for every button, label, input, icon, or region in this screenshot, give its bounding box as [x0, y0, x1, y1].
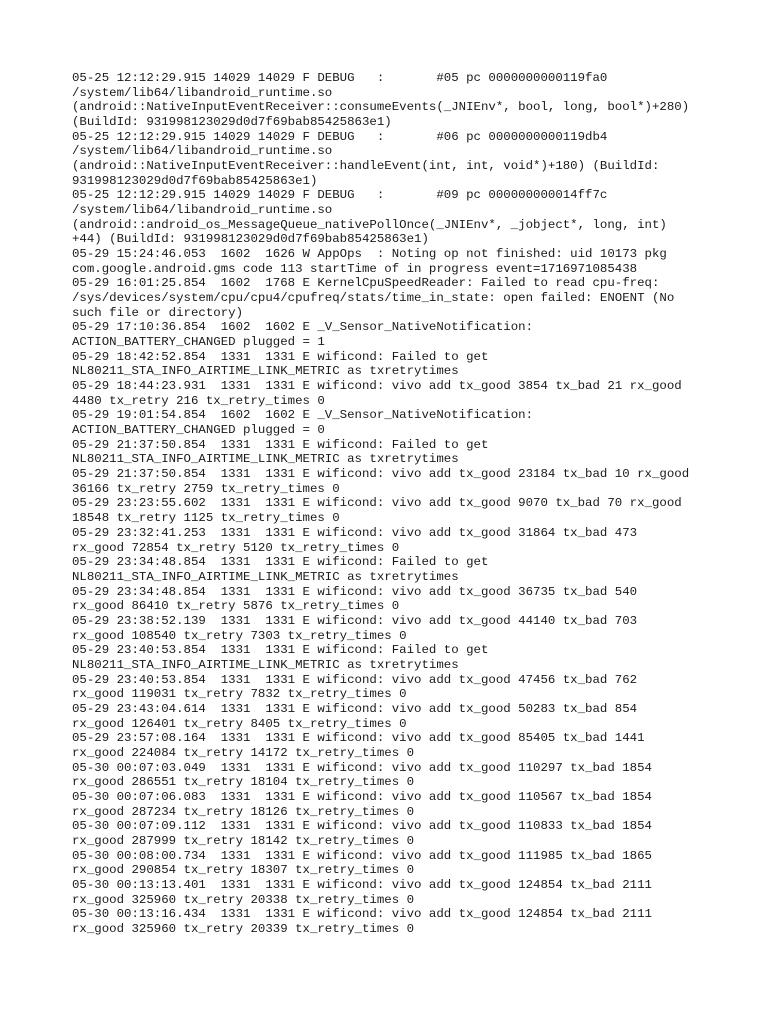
log-line: rx_good 325960 tx_retry 20339 tx_retry_times 0 [72, 921, 415, 936]
log-line: com.google.android.gms code 113 startTime of in progress event=1716971085438 [72, 261, 638, 276]
log-line: 05-29 23:40:53.854 1331 1331 E wificond: Failed to get [72, 643, 489, 658]
log-line: 05-29 18:44:23.931 1331 1331 E wificond: vivo add tx_good 3854 tx_bad 21 rx_good [72, 379, 682, 394]
log-line: 05-30 00:07:06.083 1331 1331 E wificond: vivo add tx_good 110567 tx_bad 1854 [72, 789, 652, 804]
log-line: NL80211_STA_INFO_AIRTIME_LINK_METRIC as txretrytimes [72, 569, 459, 584]
log-line: rx_good 119031 tx_retry 7832 tx_retry_times 0 [72, 687, 407, 702]
log-line: rx_good 86410 tx_retry 5876 tx_retry_times 0 [72, 599, 400, 614]
log-line: 05-29 21:37:50.854 1331 1331 E wificond: Failed to get [72, 437, 489, 452]
log-line: 05-30 00:13:13.401 1331 1331 E wificond: vivo add tx_good 124854 tx_bad 2111 [72, 877, 652, 892]
log-line: ACTION_BATTERY_CHANGED plugged = 0 [72, 423, 325, 438]
log-line: 05-29 23:34:48.854 1331 1331 E wificond: Failed to get [72, 555, 489, 570]
log-line: rx_good 290854 tx_retry 18307 tx_retry_times 0 [72, 863, 415, 878]
log-line: rx_good 72854 tx_retry 5120 tx_retry_times 0 [72, 540, 400, 555]
log-line: 05-29 19:01:54.854 1602 1602 E _V_Sensor_NativeNotification: [72, 408, 534, 423]
log-line: 05-29 23:57:08.164 1331 1331 E wificond: vivo add tx_good 85405 tx_bad 1441 [72, 731, 645, 746]
log-line: 18548 tx_retry 1125 tx_retry_times 0 [72, 511, 340, 526]
log-line: /system/lib64/libandroid_runtime.so [72, 203, 333, 218]
log-line: NL80211_STA_INFO_AIRTIME_LINK_METRIC as txretrytimes [72, 657, 459, 672]
log-line: 05-30 00:07:03.049 1331 1331 E wificond: vivo add tx_good 110297 tx_bad 1854 [72, 760, 652, 775]
log-line: /system/lib64/libandroid_runtime.so [72, 144, 333, 159]
log-line: rx_good 287234 tx_retry 18126 tx_retry_times 0 [72, 804, 415, 819]
log-line: rx_good 325960 tx_retry 20338 tx_retry_times 0 [72, 892, 415, 907]
log-line: 05-30 00:07:09.112 1331 1331 E wificond: vivo add tx_good 110833 tx_bad 1854 [72, 819, 652, 834]
log-line: (BuildId: 931998123029d0d7f69bab85425863e1) [72, 115, 392, 130]
log-line: (android::NativeInputEventReceiver::handleEvent(int, int, void*)+180) (BuildId: [72, 159, 660, 174]
log-line: 05-29 23:43:04.614 1331 1331 E wificond: vivo add tx_good 50283 tx_bad 854 [72, 701, 638, 716]
log-line: 05-29 23:38:52.139 1331 1331 E wificond: vivo add tx_good 44140 tx_bad 703 [72, 613, 638, 628]
log-line: 05-29 18:42:52.854 1331 1331 E wificond: Failed to get [72, 349, 489, 364]
log-line: NL80211_STA_INFO_AIRTIME_LINK_METRIC as txretrytimes [72, 364, 459, 379]
log-line: 05-29 16:01:25.854 1602 1768 E KernelCpuSpeedReader: Failed to read cpu-freq: [72, 276, 660, 291]
log-document [72, 71, 712, 937]
log-line: 05-25 12:12:29.915 14029 14029 F DEBUG : #09 pc 000000000014ff7c [72, 188, 608, 203]
log-line: NL80211_STA_INFO_AIRTIME_LINK_METRIC as txretrytimes [72, 452, 459, 467]
log-line: (android::android_os_MessageQueue_nativePollOnce(_JNIEnv*, _jobject*, long, int) [72, 217, 667, 232]
log-line: 05-25 12:12:29.915 14029 14029 F DEBUG : #06 pc 0000000000119db4 [72, 129, 608, 144]
log-line: 05-25 12:12:29.915 14029 14029 F DEBUG : #05 pc 0000000000119fa0 [72, 71, 608, 85]
log-line: rx_good 224084 tx_retry 14172 tx_retry_times 0 [72, 745, 415, 760]
log-line: 05-29 23:34:48.854 1331 1331 E wificond: vivo add tx_good 36735 tx_bad 540 [72, 584, 638, 599]
log-line: 05-29 17:10:36.854 1602 1602 E _V_Sensor_NativeNotification: [72, 320, 534, 335]
log-line: (android::NativeInputEventReceiver::consumeEvents(_JNIEnv*, bool, long, bool*)+280) [72, 100, 690, 115]
log-line: 05-29 23:32:41.253 1331 1331 E wificond: vivo add tx_good 31864 tx_bad 473 [72, 525, 638, 540]
log-line: rx_good 286551 tx_retry 18104 tx_retry_times 0 [72, 775, 415, 790]
log-line: 05-29 21:37:50.854 1331 1331 E wificond: vivo add tx_good 23184 tx_bad 10 rx_good [72, 467, 690, 482]
log-line: rx_good 287999 tx_retry 18142 tx_retry_times 0 [72, 833, 415, 848]
log-line: 05-29 23:23:55.602 1331 1331 E wificond: vivo add tx_good 9070 tx_bad 70 rx_good [72, 496, 682, 511]
log-line: 36166 tx_retry 2759 tx_retry_times 0 [72, 481, 340, 496]
log-line: +44) (BuildId: 931998123029d0d7f69bab85425863e1) [72, 232, 429, 247]
log-line: such file or directory) [72, 305, 244, 320]
log-line: ACTION_BATTERY_CHANGED plugged = 1 [72, 335, 325, 350]
log-line: 05-30 00:13:16.434 1331 1331 E wificond: vivo add tx_good 124854 tx_bad 2111 [72, 907, 652, 922]
log-line: /system/lib64/libandroid_runtime.so [72, 85, 333, 100]
log-line: rx_good 126401 tx_retry 8405 tx_retry_times 0 [72, 716, 407, 731]
log-line: /sys/devices/system/cpu/cpu4/cpufreq/stats/time_in_state: open failed: ENOENT (No [72, 291, 675, 306]
log-line: rx_good 108540 tx_retry 7303 tx_retry_times 0 [72, 628, 407, 643]
log-line: 05-29 15:24:46.053 1602 1626 W AppOps : Noting op not finished: uid 10173 pkg [72, 247, 667, 262]
log-line: 931998123029d0d7f69bab85425863e1) [72, 173, 318, 188]
log-line: 4480 tx_retry 216 tx_retry_times 0 [72, 393, 325, 408]
log-line: 05-30 00:08:00.734 1331 1331 E wificond: vivo add tx_good 111985 tx_bad 1865 [72, 848, 652, 863]
log-line: 05-29 23:40:53.854 1331 1331 E wificond: vivo add tx_good 47456 tx_bad 762 [72, 672, 638, 687]
